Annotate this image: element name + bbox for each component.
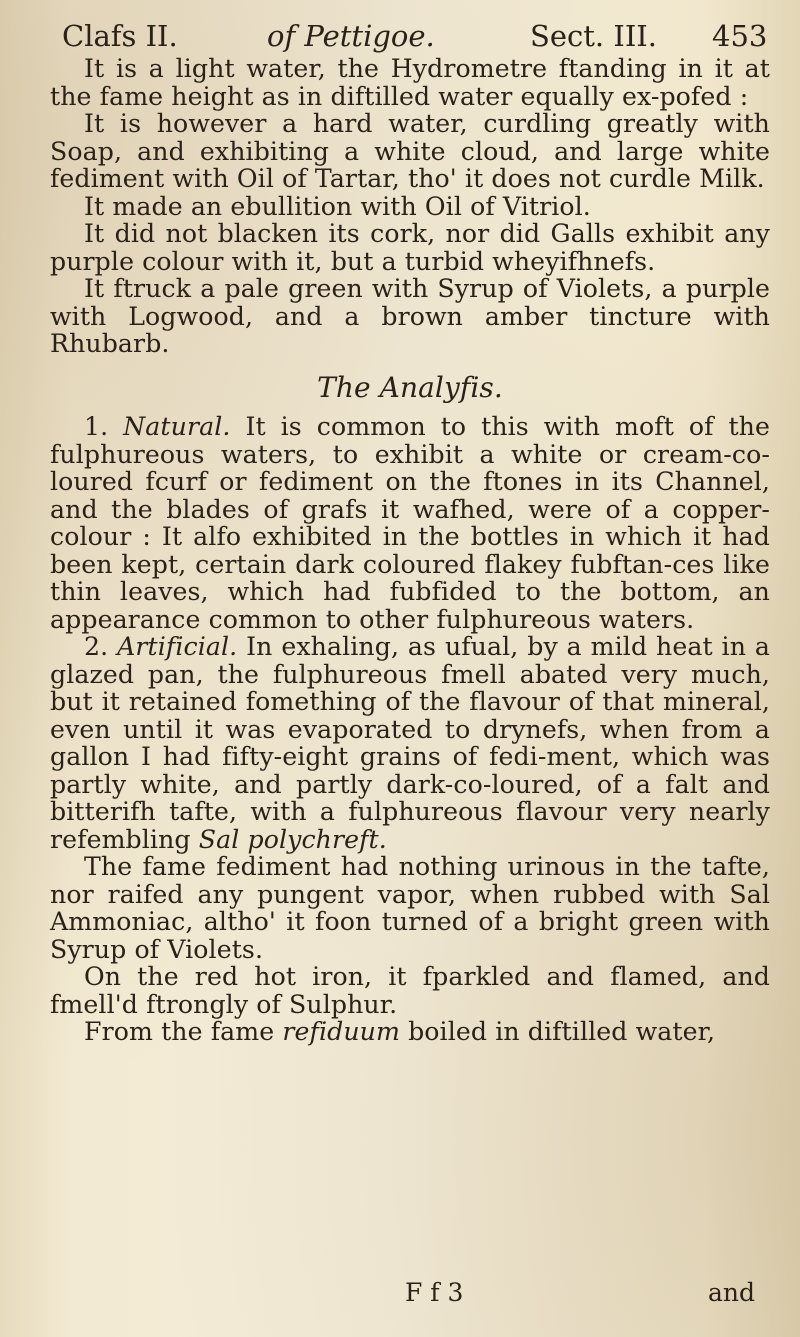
paragraph-hard-water: It is however a hard water, curdling greatly with Soap, and exhibiting a white cloud, and large white fediment with Oil of Tartar, tho' it does not curdle Milk. <box>50 109 770 193</box>
residuum-before: From the fame <box>84 1017 275 1046</box>
signature-mark: F f 3 <box>405 1278 464 1307</box>
natural-heading: Natural. <box>123 412 231 441</box>
paragraph-ebullition: It made an ebullition with Oil of Vitriol. <box>84 191 591 221</box>
page-footer <box>50 1278 770 1308</box>
catchword: and <box>707 1278 755 1307</box>
analysis-heading: The Analyfis. <box>317 370 503 404</box>
header-class: Clafs II. <box>62 19 178 53</box>
paragraph-artificial <box>50 633 770 853</box>
natural-text: It is common to this with moft of the fulphureous waters, to exhibit a white or cream-co-loured fcurf or fediment on the ftones in its Channel, and the blades of grafs it wafhed, were of a copper-colour : It alfo exhibited in the bottles in which it had been kept, certain dark coloured flakey fubftan-ces like thin leaves, which had fubfided to the bottom, an appearance common to other fulphureous waters. <box>50 412 771 634</box>
residuum-word: refiduum <box>282 1017 400 1046</box>
paragraph-syrup: It ftruck a pale green with Syrup of Violets, a purple with Logwood, and a brown amber tincture with Rhubarb. <box>50 274 770 358</box>
running-header <box>62 12 792 60</box>
header-title: of Pettigoe. <box>267 19 435 53</box>
paragraph-residuum <box>50 1018 770 1046</box>
artificial-number: 2. <box>84 632 109 661</box>
residuum-after: boiled in diftilled water, <box>408 1017 716 1046</box>
paragraph-natural <box>50 413 770 633</box>
paragraph-iron: On the red hot iron, it fparkled and flamed, and fmell'd ftrongly of Sulphur. <box>50 962 770 1019</box>
sal-polychrest: Sal polychreft. <box>198 824 387 854</box>
page-number: 453 <box>712 19 768 53</box>
artificial-text: In exhaling, as ufual, by a mild heat in a glazed pan, the fulphureous fmell abated very much, but it retained fomething of the flavour of that mineral, even until it was evaporated to drynefs, when from a gallon I had fifty-eight grains of fedi-ment, which was partly white, and partly dark-co-loured, of a falt and bitterifh tafte, with a fulphureous flavour very nearly refembling <box>50 632 771 854</box>
natural-number: 1. <box>84 412 109 441</box>
paragraph-light-water: It is a light water, the Hydrometre ftanding in it at the fame height as in diftilled water equally ex-pofed : <box>50 54 770 111</box>
artificial-heading: Artificial. <box>117 632 238 661</box>
paragraph-cork: It did not blacken its cork, nor did Galls exhibit any purple colour with it, but a turbid wheyifhnefs. <box>50 219 770 276</box>
header-section: Sect. III. <box>530 19 657 53</box>
body-text <box>50 55 770 1046</box>
paragraph-sediment: The fame fediment had nothing urinous in the tafte, nor raifed any pungent vapor, when rubbed with Sal Ammoniac, altho' it foon turned of a bright green with Syrup of Violets. <box>50 852 770 964</box>
